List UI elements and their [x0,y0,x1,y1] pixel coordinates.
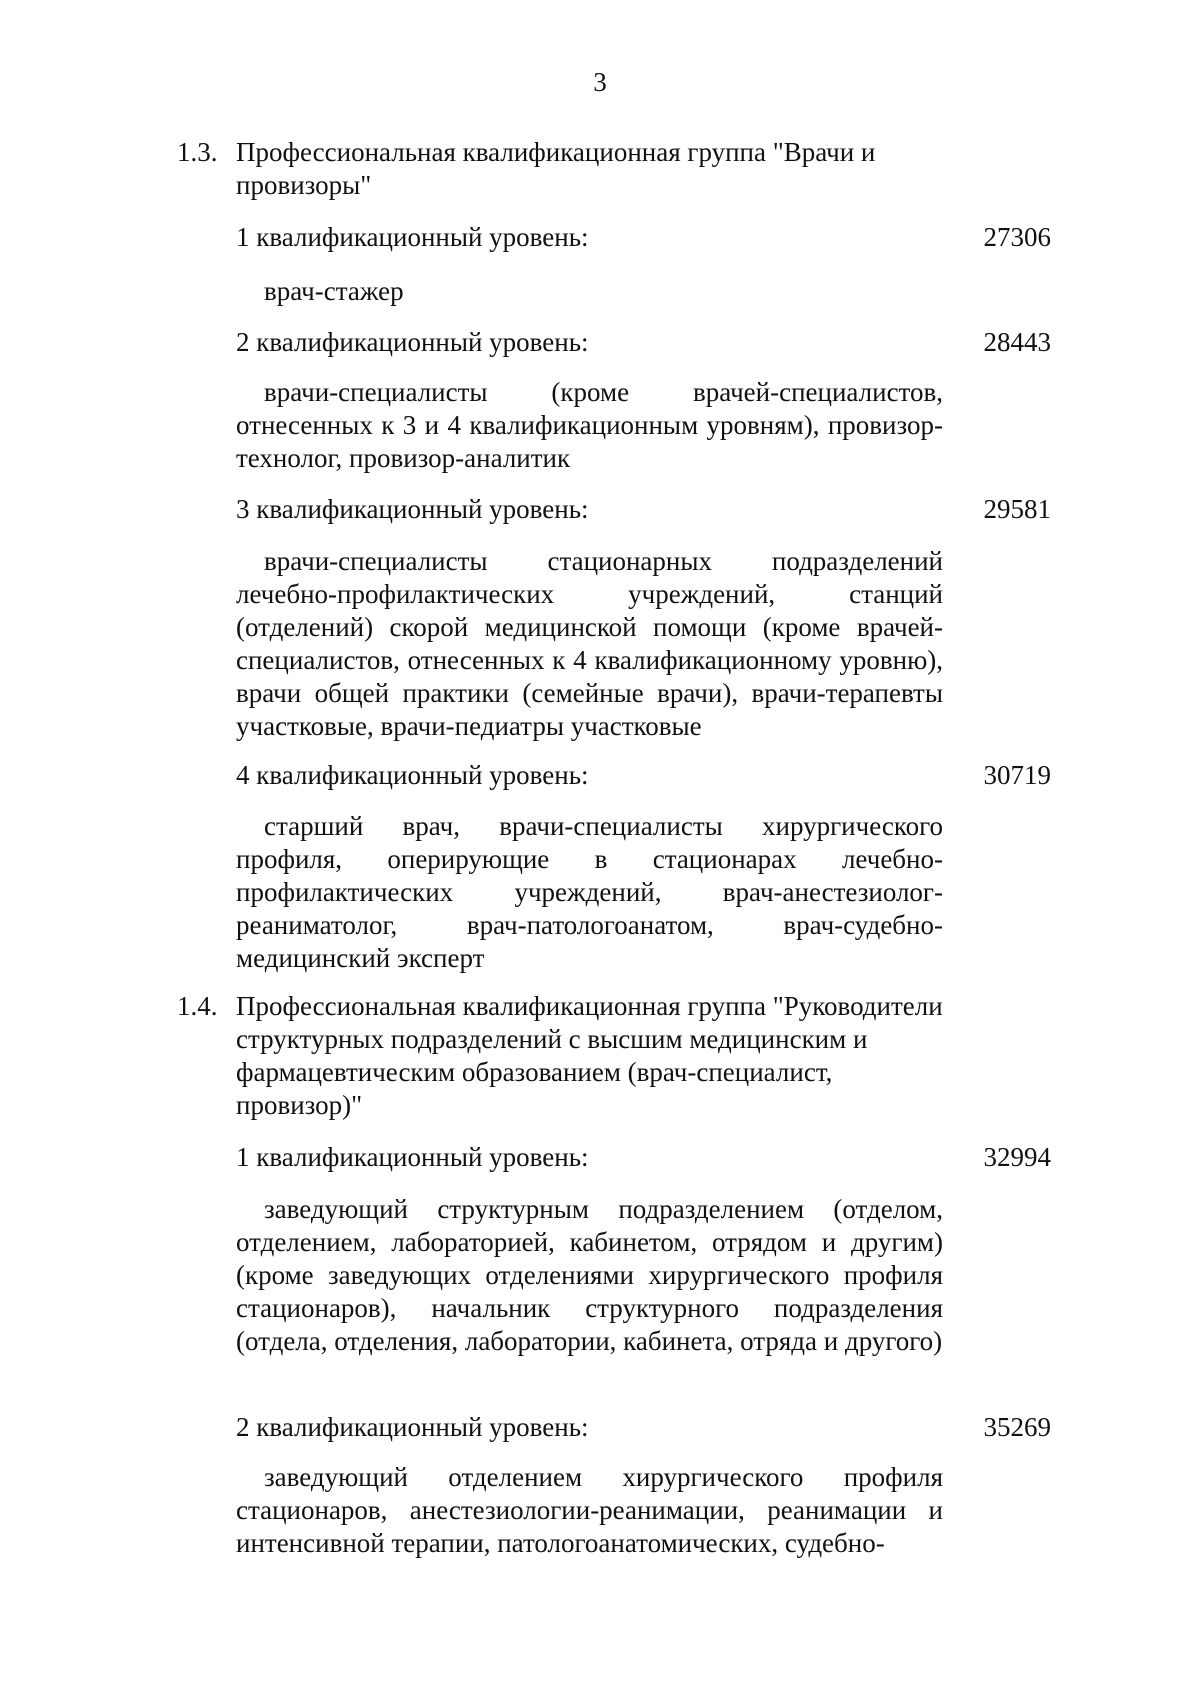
section-number: 1.4. [177,991,218,1021]
page-number: 3 [593,67,607,97]
level-value: 29581 [983,494,1051,524]
level-label: 3 квалификационный уровень: [236,494,589,524]
level-description: заведующий структурным подразделением (отделом, отделением, лабораторией, кабинетом, отрядом и другим) (кроме заведующих отделениями хирургического профиля стационаров), начальник структурного подразделения (отдела, отделения, лаборатории, кабинета, отряда и другого) [236,1194,943,1356]
level-description: заведующий отделением хирургического профиля стационаров, анестезиологии-реанимации, реанимации и интенсивной терапии, патологоанатомических, судебно- [236,1462,943,1558]
level-value: 35269 [983,1412,1051,1442]
section-title: Профессиональная квалификационная группа "Врачи и провизоры" [236,137,876,200]
level-description: врач-стажер [264,276,404,306]
section-title: Профессиональная квалификационная группа "Руководители структурных подразделений с высшим медицинским и фармацевтическим образованием (врач-специалист, провизор)" [236,991,943,1120]
level-description: старший врач, врачи-специалисты хирургического профиля, оперирующие в стационарах лечебно-профилактических учреждений, врач-анестезиолог-реаниматолог, врач-патологоанатом, врач-судебно-медицинский эксперт [236,811,943,973]
level-label: 4 квалификационный уровень: [236,760,589,790]
level-value: 28443 [983,327,1051,357]
level-description: врачи-специалисты стационарных подразделений лечебно-профилактических учреждений, станций (отделений) скорой медицинской помощи (кроме врачей-специалистов, отнесенных к 4 квалификационному уровню), врачи общей практики (семейные врачи), врачи-терапевты участковые, врачи-педиатры участковые [236,546,943,741]
level-label: 2 квалификационный уровень: [236,1412,589,1442]
section-number: 1.3. [177,137,218,167]
section-1-4 [177,990,947,1122]
level-value: 27306 [983,222,1051,252]
section-1-3 [177,136,947,202]
level-label: 2 квалификационный уровень: [236,327,589,357]
level-label: 1 квалификационный уровень: [236,1142,589,1172]
level-value: 32994 [983,1142,1051,1172]
level-label: 1 квалификационный уровень: [236,222,589,252]
level-description: врачи-специалисты (кроме врачей-специалистов, отнесенных к 3 и 4 квалификационным уровням), провизор-технолог, провизор-аналитик [236,377,943,473]
level-value: 30719 [983,760,1051,790]
